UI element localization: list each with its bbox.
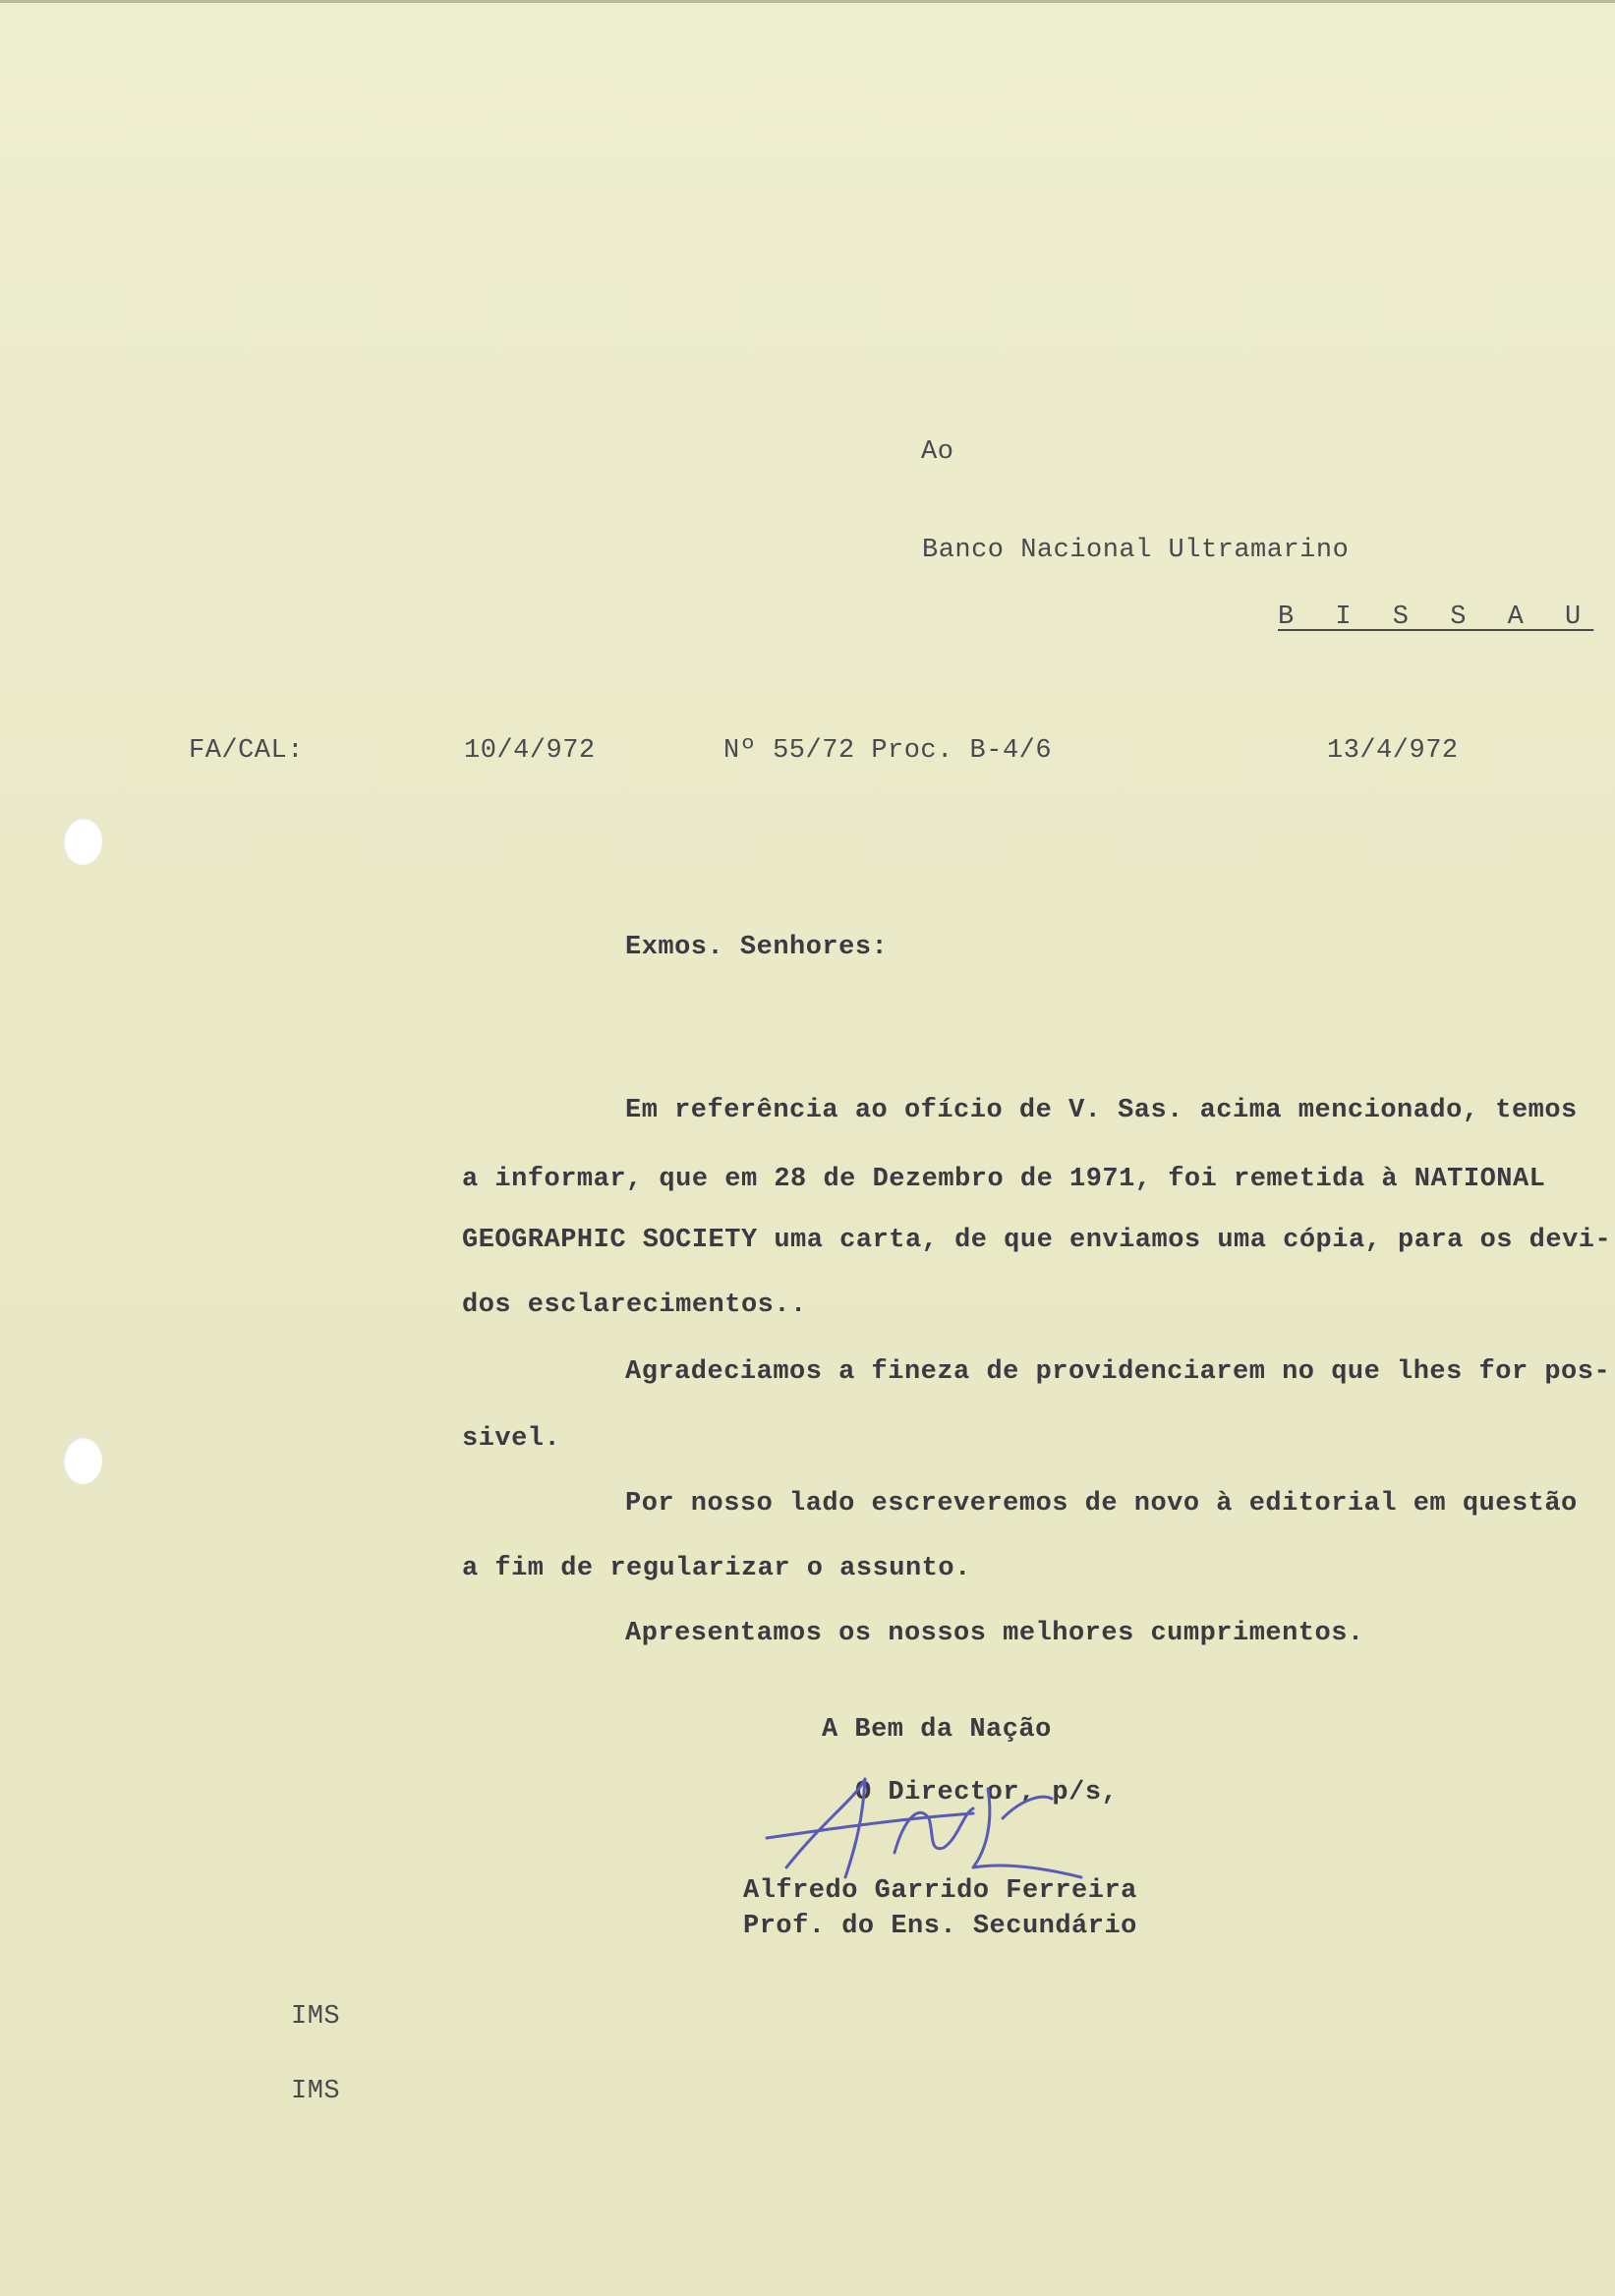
body-line: a fim de regularizar o assunto. (462, 1554, 971, 1583)
recipient-name: Banco Nacional Ultramarino (922, 536, 1350, 565)
greeting: Exmos. Senhores: (625, 933, 889, 962)
closing-name: Alfredo Garrido Ferreira (743, 1876, 1137, 1906)
closing-role: O Director, p/s, (855, 1778, 1119, 1808)
body-line: dos esclarecimentos.. (462, 1291, 807, 1320)
reference-our-date: 13/4/972 (1327, 736, 1459, 766)
closing-title: Prof. do Ens. Secundário (743, 1912, 1137, 1941)
initials: IMS (291, 2002, 341, 2032)
body-line: Por nosso lado escreveremos de novo à editorial em questão (625, 1489, 1578, 1519)
recipient-city: B I S S A U (1278, 603, 1594, 632)
body-line: Em referência ao ofício de V. Sas. acima mencionado, temos (625, 1096, 1578, 1125)
body-line: GEOGRAPHIC SOCIETY uma carta, de que enviamos uma cópia, para os devi- (462, 1226, 1612, 1255)
reference-number: Nº 55/72 Proc. B-4/6 (723, 736, 1053, 766)
reference-code: FA/CAL: (189, 736, 304, 766)
initials: IMS (291, 2077, 341, 2106)
page-top-edge (0, 0, 1615, 3)
body-line: a informar, que em 28 de Dezembro de 1971, foi remetida à NATIONAL (462, 1165, 1546, 1194)
body-line: Apresentamos os nossos melhores cumprimentos. (625, 1619, 1364, 1648)
punch-hole-top (63, 818, 102, 865)
reference-their-date: 10/4/972 (464, 736, 596, 766)
body-line: Agradeciamos a fineza de providenciarem no que lhes for pos- (625, 1357, 1611, 1387)
closing-motto: A Bem da Nação (822, 1715, 1052, 1745)
body-line: sivel. (462, 1424, 561, 1454)
punch-hole-bottom (63, 1437, 102, 1484)
recipient-prefix: Ao (921, 437, 954, 467)
